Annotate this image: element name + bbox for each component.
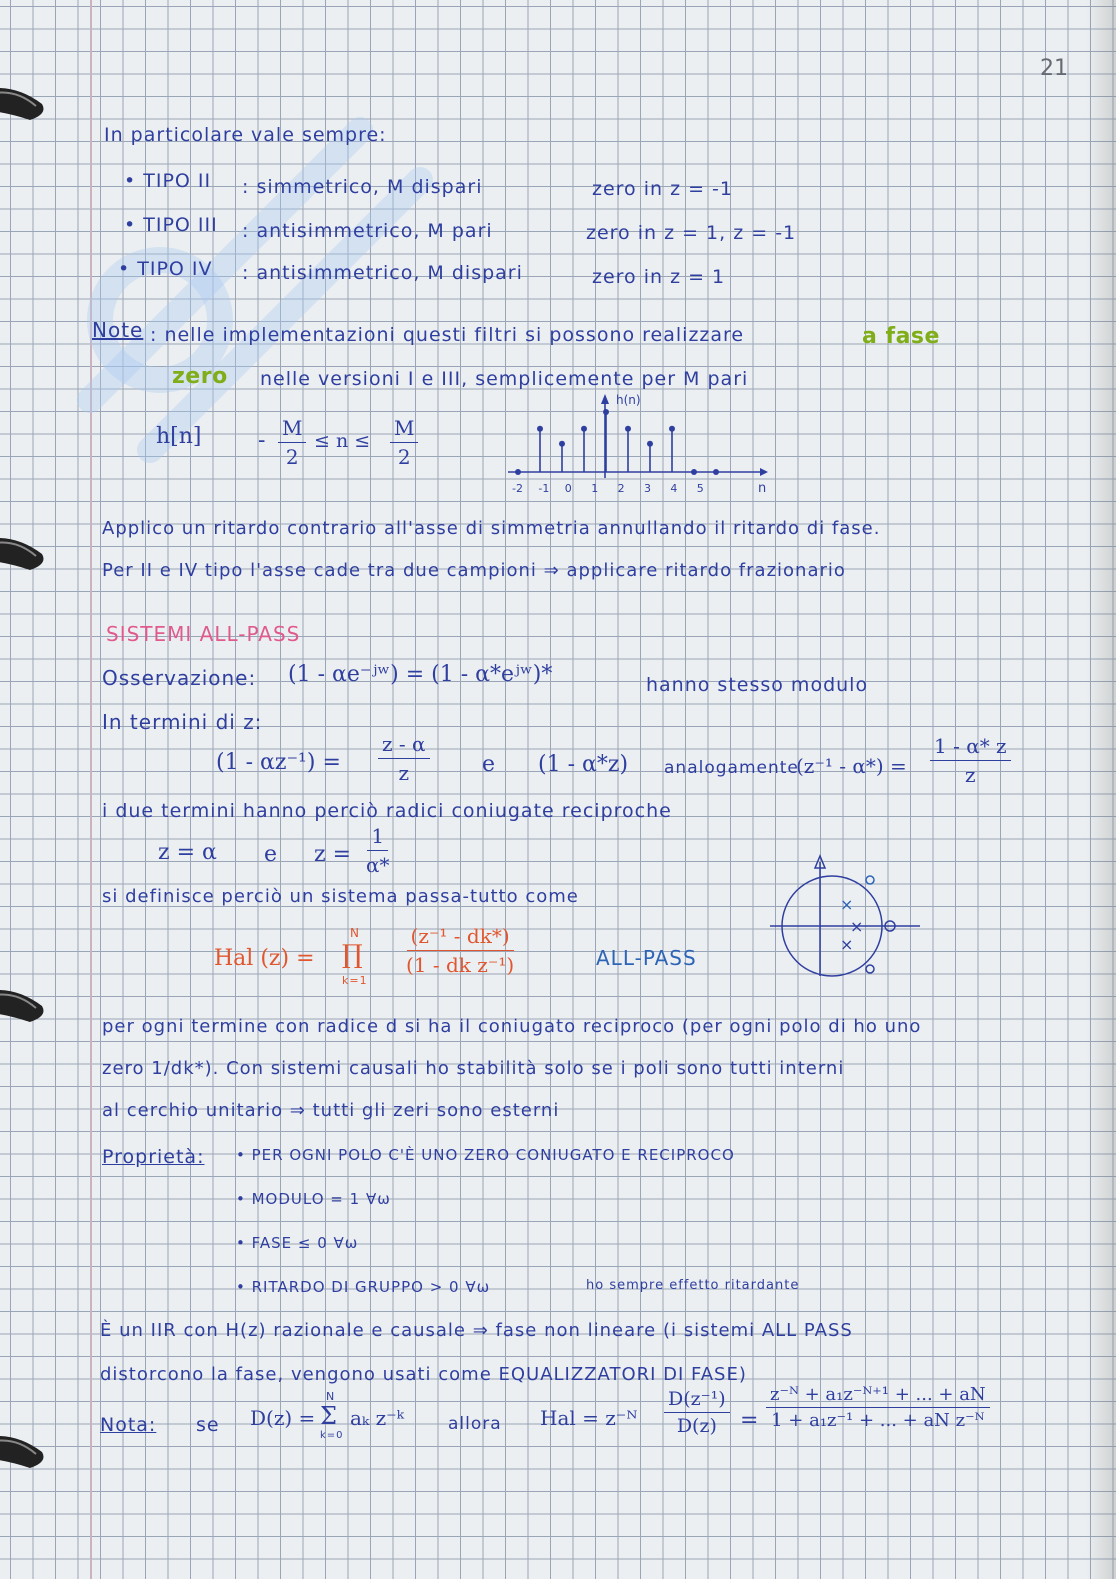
nota-allora: allora (448, 1414, 502, 1434)
nota-se: se (196, 1414, 220, 1436)
stem-tick-label: 3 (644, 482, 651, 495)
hn-left-num: M (278, 416, 306, 443)
binder-ring-icon (0, 80, 50, 128)
eq1-lhs: (1 - αz⁻¹) = (216, 750, 341, 775)
stem-plot (500, 392, 790, 502)
analog-word: analogamente (664, 758, 799, 778)
hn-right-fraction (390, 416, 418, 469)
nota-big-num: z⁻ᴺ + a₁z⁻ᴺ⁺¹ + ... + aN (766, 1384, 990, 1408)
property-2: • MODULO = 1 ∀ω (236, 1190, 391, 1208)
observation-formula: (1 - αe⁻ʲʷ) = (1 - α*eʲʷ)* (288, 662, 553, 687)
eq1-num: z - α (378, 732, 430, 759)
para2-line-1: per ogni termine con radice d si ha il coniugato reciproco (per ogni polo di ho uno (102, 1016, 922, 1037)
eq3-den: z (965, 763, 976, 787)
binder-ring-icon (0, 982, 50, 1030)
stem-point (581, 426, 587, 432)
stem-point (537, 426, 543, 432)
hn-minus: - (258, 428, 266, 453)
stem-point (713, 469, 719, 475)
type-3-zero: zero in z = 1, z = -1 (586, 222, 797, 244)
nota-num: D(z⁻¹) (664, 1388, 730, 1413)
eq2-lhs: (1 - α*z) (538, 752, 629, 777)
binder-ring-icon (0, 1428, 50, 1476)
pole-icon: × (840, 935, 854, 954)
x-axis-arrow-icon (760, 468, 768, 476)
roots-den: α* (366, 853, 390, 877)
hn-leq: ≤ n ≤ (314, 430, 371, 452)
note-line-1: : nelle implementazioni questi filtri si possono realizzare (150, 324, 745, 346)
eq3-fraction (930, 734, 1011, 787)
nota-sum-top: N (326, 1390, 336, 1403)
binder-ring-icon (0, 530, 50, 578)
type-4-zero: zero in z = 1 (592, 266, 726, 288)
roots-num: 1 (367, 824, 388, 851)
nota-sum: Σ (320, 1402, 337, 1430)
stem-ylabel: h(n) (616, 393, 641, 407)
roots-e: e (264, 842, 278, 867)
eq1-fraction (378, 732, 430, 785)
y-axis-arrow-icon (601, 394, 609, 404)
eq3-lhs: (z⁻¹ - α*) = (796, 754, 907, 778)
stem-point (669, 426, 675, 432)
radici-line: i due termini hanno perciò radici coniugate reciproche (102, 800, 672, 822)
stem-point (625, 426, 631, 432)
stem-tick-label: -1 (538, 482, 550, 495)
property-3: • FASE ≤ 0 ∀ω (236, 1234, 359, 1252)
page-edge-shadow (1086, 0, 1116, 1579)
page-number: 21 (1040, 56, 1068, 81)
hn-right-num: M (390, 416, 418, 443)
definisce-line: si definisce perciò un sistema passa-tutto come (102, 886, 579, 907)
roots-z1: z = α (158, 840, 217, 865)
stem-tick-label: 0 (564, 482, 572, 495)
hn-lhs: h[n] (156, 424, 202, 449)
nota-hal: Hal = z⁻ᴺ (540, 1406, 638, 1430)
property-1: • PER OGNI POLO C'È UNO ZERO CONIUGATO E RECIPROCO (236, 1146, 735, 1164)
pole-icon: × (850, 917, 864, 936)
hn-left-fraction (278, 416, 306, 469)
eq1-den: z (398, 761, 410, 785)
nota-big-den: 1 + a₁z⁻¹ + ... + aN z⁻ᴺ (771, 1410, 985, 1431)
type-3-label: • TIPO III (124, 214, 218, 236)
nota-den: D(z) (676, 1415, 717, 1437)
para2-line-3: al cerchio unitario ⇒ tutti gli zeri sono esterni (102, 1100, 560, 1121)
hn-right-den: 2 (397, 445, 411, 469)
pole-zero-plot (770, 852, 930, 982)
ritardo-note: ho sempre effetto ritardante (586, 1278, 800, 1293)
nota-sum-bot: k=0 (320, 1430, 344, 1441)
hap-fraction (402, 924, 518, 977)
nota-dz: D(z) = (250, 1406, 316, 1430)
stem-tick-label: -2 (512, 482, 523, 495)
section-title: SISTEMI ALL-PASS (106, 622, 301, 646)
para2-line-2: zero 1/dk*). Con sistemi causali ho stabilità solo se i poli sono tutti interni (102, 1058, 845, 1079)
zero-icon (866, 965, 874, 973)
hn-left-den: 2 (285, 445, 299, 469)
intro-line: In particolare vale sempre: (104, 124, 387, 146)
property-4: • RITARDO DI GRUPPO > 0 ∀ω (236, 1278, 491, 1296)
hap-tag: ALL-PASS (596, 946, 697, 970)
stem-point (647, 441, 653, 447)
nota-fraction (664, 1388, 730, 1437)
type-2-label: • TIPO II (124, 170, 212, 192)
nota-label: Nota: (100, 1414, 157, 1436)
type-4-label: • TIPO IV (118, 258, 213, 280)
stem-tick-label: 4 (670, 482, 678, 495)
stem-tick-label: 2 (617, 482, 625, 495)
iir-line-2: distorcono la fase, vengono usati come EQUALIZZATORI DI FASE) (100, 1364, 747, 1385)
hap-prod: ∏ (342, 940, 363, 970)
eq1-e: e (482, 752, 496, 777)
pole-icon: × (840, 895, 854, 914)
para1-line-1: Applico un ritardo contrario all'asse di simmetria annullando il ritardo di fase. (102, 518, 881, 539)
margin-line (90, 0, 92, 1579)
type-2-zero: zero in z = -1 (592, 178, 733, 200)
hap-num: (z⁻¹ - dk*) (407, 924, 514, 951)
nota-big-fraction (766, 1384, 990, 1431)
note-highlight-a-fase: a fase (862, 324, 940, 349)
stem-point (691, 469, 697, 475)
type-2-desc: : simmetrico, M dispari (242, 176, 483, 198)
stem-point (559, 441, 565, 447)
observation-label: Osservazione: (102, 666, 257, 690)
stem-point (603, 409, 609, 415)
para1-line-2: Per II e IV tipo l'asse cade tra due campioni ⇒ applicare ritardo frazionario (102, 560, 846, 581)
hap-lhs: Hal (z) = (214, 946, 315, 971)
type-3-desc: : antisimmetrico, M pari (242, 220, 493, 242)
iir-line-1: È un IIR con H(z) razionale e causale ⇒ fase non lineare (i sistemi ALL PASS (100, 1320, 853, 1341)
stem-xlabel: n (758, 481, 767, 496)
type-4-desc: : antisimmetrico, M dispari (242, 262, 523, 284)
hap-prod-top: N (350, 926, 360, 940)
zero-icon (866, 876, 874, 884)
note-line-2: nelle versioni I e III, semplicemente per M pari (260, 368, 749, 390)
note-label: Note (92, 318, 144, 342)
observation-note: hanno stesso modulo (646, 674, 869, 696)
roots-z2: z = (314, 842, 352, 867)
stem-tick-label: 5 (696, 482, 704, 495)
eq3-num: 1 - α* z (930, 734, 1011, 761)
roots-fraction (362, 824, 394, 877)
note-highlight-zero: zero (172, 364, 228, 389)
in-termini-line: In termini di z: (102, 710, 263, 734)
hap-den: (1 - dk z⁻¹) (406, 953, 515, 977)
hap-prod-bot: k=1 (342, 974, 368, 987)
stem-point (515, 469, 521, 475)
properties-label: Proprietà: (102, 1146, 205, 1168)
nota-equals: = (740, 1408, 759, 1433)
stem-tick-label: 1 (591, 482, 599, 495)
nota-term: aₖ z⁻ᵏ (350, 1406, 404, 1430)
